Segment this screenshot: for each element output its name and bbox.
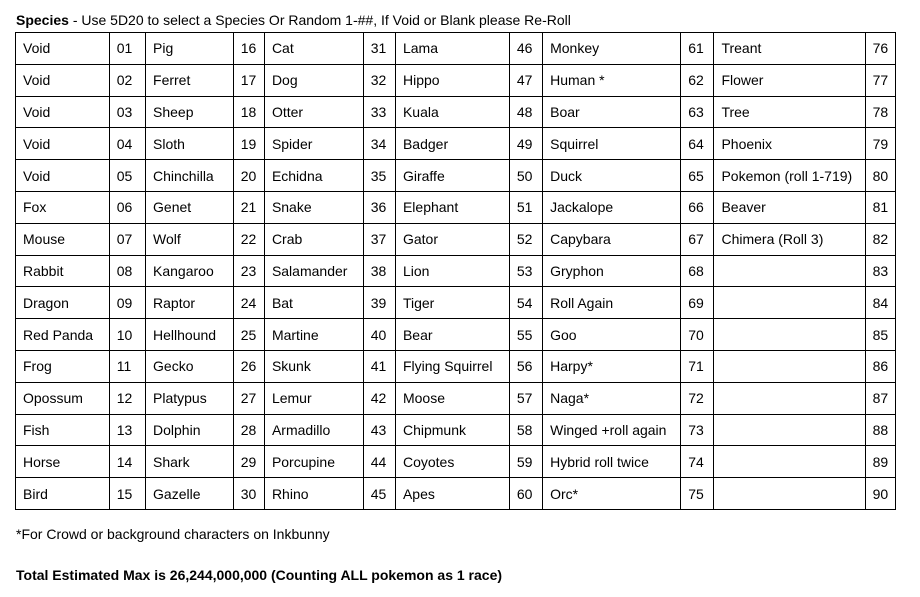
species-name-cell: Goo: [543, 319, 681, 351]
roll-number-cell: 45: [363, 478, 395, 510]
species-name-cell: [714, 319, 865, 351]
species-name-cell: Mouse: [16, 223, 110, 255]
roll-number-cell: 25: [233, 319, 264, 351]
species-name-cell: Frog: [16, 350, 110, 382]
table-row: [16, 64, 896, 96]
roll-number-cell: 12: [109, 382, 145, 414]
roll-number-cell: 81: [865, 191, 895, 223]
roll-number-cell: 49: [509, 128, 542, 160]
species-name-cell: Crab: [264, 223, 363, 255]
roll-number-cell: 69: [681, 287, 714, 319]
species-name-cell: Naga*: [543, 382, 681, 414]
table-row: [16, 350, 896, 382]
species-name-cell: Pig: [146, 33, 234, 65]
roll-number-cell: 40: [363, 319, 395, 351]
species-name-cell: Void: [16, 128, 110, 160]
total-estimate: Total Estimated Max is 26,244,000,000 (Counting ALL pokemon as 1 race): [16, 567, 503, 583]
species-name-cell: Kangaroo: [146, 255, 234, 287]
species-name-cell: Raptor: [146, 287, 234, 319]
species-name-cell: Dolphin: [146, 414, 234, 446]
roll-number-cell: 59: [509, 446, 542, 478]
table-row: [16, 128, 896, 160]
species-table-body: [16, 33, 896, 510]
species-name-cell: Void: [16, 160, 110, 192]
species-name-cell: Hellhound: [146, 319, 234, 351]
species-name-cell: Red Panda: [16, 319, 110, 351]
roll-number-cell: 53: [509, 255, 542, 287]
roll-number-cell: 24: [233, 287, 264, 319]
species-name-cell: Cat: [264, 33, 363, 65]
roll-number-cell: 73: [681, 414, 714, 446]
roll-number-cell: 05: [109, 160, 145, 192]
species-table: [15, 32, 896, 510]
roll-number-cell: 20: [233, 160, 264, 192]
species-name-cell: [714, 255, 865, 287]
roll-number-cell: 09: [109, 287, 145, 319]
species-name-cell: Wolf: [146, 223, 234, 255]
roll-number-cell: 15: [109, 478, 145, 510]
species-name-cell: Tiger: [395, 287, 509, 319]
roll-number-cell: 17: [233, 64, 264, 96]
roll-number-cell: 57: [509, 382, 542, 414]
species-name-cell: Harpy*: [543, 350, 681, 382]
species-name-cell: Gecko: [146, 350, 234, 382]
roll-number-cell: 38: [363, 255, 395, 287]
species-name-cell: Tree: [714, 96, 865, 128]
roll-number-cell: 72: [681, 382, 714, 414]
species-name-cell: Sloth: [146, 128, 234, 160]
roll-number-cell: 22: [233, 223, 264, 255]
species-name-cell: Skunk: [264, 350, 363, 382]
roll-number-cell: 30: [233, 478, 264, 510]
species-name-cell: Chinchilla: [146, 160, 234, 192]
species-name-cell: Rhino: [264, 478, 363, 510]
roll-number-cell: 18: [233, 96, 264, 128]
species-name-cell: Rabbit: [16, 255, 110, 287]
roll-number-cell: 08: [109, 255, 145, 287]
roll-number-cell: 06: [109, 191, 145, 223]
roll-number-cell: 13: [109, 414, 145, 446]
roll-number-cell: 66: [681, 191, 714, 223]
species-name-cell: Armadillo: [264, 414, 363, 446]
roll-number-cell: 63: [681, 96, 714, 128]
roll-number-cell: 41: [363, 350, 395, 382]
roll-number-cell: 82: [865, 223, 895, 255]
species-name-cell: Human *: [543, 64, 681, 96]
roll-number-cell: 85: [865, 319, 895, 351]
species-name-cell: Bat: [264, 287, 363, 319]
roll-number-cell: 37: [363, 223, 395, 255]
species-name-cell: Elephant: [395, 191, 509, 223]
roll-number-cell: 43: [363, 414, 395, 446]
roll-number-cell: 10: [109, 319, 145, 351]
species-name-cell: Orc*: [543, 478, 681, 510]
roll-number-cell: 42: [363, 382, 395, 414]
species-name-cell: Flying Squirrel: [395, 350, 509, 382]
species-name-cell: Genet: [146, 191, 234, 223]
header-label: Species: [16, 12, 69, 28]
table-row: [16, 478, 896, 510]
table-row: [16, 160, 896, 192]
species-name-cell: Bird: [16, 478, 110, 510]
species-name-cell: Martine: [264, 319, 363, 351]
species-name-cell: Treant: [714, 33, 865, 65]
roll-number-cell: 76: [865, 33, 895, 65]
species-name-cell: Fox: [16, 191, 110, 223]
table-row: [16, 414, 896, 446]
species-name-cell: Phoenix: [714, 128, 865, 160]
roll-number-cell: 14: [109, 446, 145, 478]
species-name-cell: [714, 287, 865, 319]
roll-number-cell: 75: [681, 478, 714, 510]
roll-number-cell: 71: [681, 350, 714, 382]
roll-number-cell: 11: [109, 350, 145, 382]
table-row: [16, 287, 896, 319]
species-name-cell: [714, 382, 865, 414]
roll-number-cell: 31: [363, 33, 395, 65]
roll-number-cell: 80: [865, 160, 895, 192]
species-name-cell: Monkey: [543, 33, 681, 65]
roll-number-cell: 67: [681, 223, 714, 255]
species-name-cell: Chipmunk: [395, 414, 509, 446]
roll-number-cell: 56: [509, 350, 542, 382]
table-row: [16, 33, 896, 65]
species-name-cell: Void: [16, 96, 110, 128]
species-name-cell: Coyotes: [395, 446, 509, 478]
species-name-cell: Gryphon: [543, 255, 681, 287]
species-name-cell: Sheep: [146, 96, 234, 128]
species-name-cell: Horse: [16, 446, 110, 478]
header-instructions: - Use 5D20 to select a Species Or Random 1-##, If Void or Blank please Re-Roll: [68, 12, 571, 28]
species-name-cell: [714, 478, 865, 510]
roll-number-cell: 65: [681, 160, 714, 192]
roll-number-cell: 26: [233, 350, 264, 382]
species-name-cell: Moose: [395, 382, 509, 414]
roll-number-cell: 07: [109, 223, 145, 255]
species-name-cell: Winged +roll again: [543, 414, 681, 446]
species-name-cell: Lemur: [264, 382, 363, 414]
roll-number-cell: 55: [509, 319, 542, 351]
roll-number-cell: 62: [681, 64, 714, 96]
roll-number-cell: 35: [363, 160, 395, 192]
roll-number-cell: 36: [363, 191, 395, 223]
roll-number-cell: 29: [233, 446, 264, 478]
species-name-cell: Kuala: [395, 96, 509, 128]
table-row: [16, 319, 896, 351]
table-row: [16, 191, 896, 223]
roll-number-cell: 01: [109, 33, 145, 65]
roll-number-cell: 21: [233, 191, 264, 223]
species-name-cell: Capybara: [543, 223, 681, 255]
species-name-cell: Gazelle: [146, 478, 234, 510]
roll-number-cell: 68: [681, 255, 714, 287]
roll-number-cell: 88: [865, 414, 895, 446]
roll-number-cell: 54: [509, 287, 542, 319]
roll-number-cell: 28: [233, 414, 264, 446]
roll-number-cell: 61: [681, 33, 714, 65]
roll-number-cell: 02: [109, 64, 145, 96]
species-name-cell: Echidna: [264, 160, 363, 192]
species-name-cell: Gator: [395, 223, 509, 255]
roll-number-cell: 19: [233, 128, 264, 160]
species-name-cell: Boar: [543, 96, 681, 128]
roll-number-cell: 33: [363, 96, 395, 128]
species-name-cell: Beaver: [714, 191, 865, 223]
species-name-cell: Chimera (Roll 3): [714, 223, 865, 255]
species-name-cell: Badger: [395, 128, 509, 160]
species-name-cell: Bear: [395, 319, 509, 351]
species-name-cell: [714, 350, 865, 382]
table-row: [16, 446, 896, 478]
roll-number-cell: 78: [865, 96, 895, 128]
roll-number-cell: 39: [363, 287, 395, 319]
table-row: [16, 255, 896, 287]
header-line: [16, 11, 571, 29]
roll-number-cell: 77: [865, 64, 895, 96]
species-name-cell: Snake: [264, 191, 363, 223]
roll-number-cell: 23: [233, 255, 264, 287]
species-name-cell: Opossum: [16, 382, 110, 414]
roll-number-cell: 58: [509, 414, 542, 446]
roll-number-cell: 51: [509, 191, 542, 223]
roll-number-cell: 64: [681, 128, 714, 160]
species-name-cell: Platypus: [146, 382, 234, 414]
species-name-cell: [714, 446, 865, 478]
species-name-cell: Hippo: [395, 64, 509, 96]
species-name-cell: Giraffe: [395, 160, 509, 192]
species-name-cell: Jackalope: [543, 191, 681, 223]
species-name-cell: Ferret: [146, 64, 234, 96]
species-name-cell: Otter: [264, 96, 363, 128]
roll-number-cell: 44: [363, 446, 395, 478]
roll-number-cell: 90: [865, 478, 895, 510]
roll-number-cell: 60: [509, 478, 542, 510]
species-name-cell: Porcupine: [264, 446, 363, 478]
table-row: [16, 382, 896, 414]
species-name-cell: Flower: [714, 64, 865, 96]
roll-number-cell: 04: [109, 128, 145, 160]
roll-number-cell: 79: [865, 128, 895, 160]
roll-number-cell: 27: [233, 382, 264, 414]
roll-number-cell: 50: [509, 160, 542, 192]
species-name-cell: [714, 414, 865, 446]
species-name-cell: Fish: [16, 414, 110, 446]
species-name-cell: Void: [16, 33, 110, 65]
footnote: *For Crowd or background characters on Inkbunny: [16, 526, 330, 542]
species-name-cell: Hybrid roll twice: [543, 446, 681, 478]
roll-number-cell: 83: [865, 255, 895, 287]
roll-number-cell: 48: [509, 96, 542, 128]
species-name-cell: Duck: [543, 160, 681, 192]
species-name-cell: Squirrel: [543, 128, 681, 160]
species-name-cell: Pokemon (roll 1-719): [714, 160, 865, 192]
roll-number-cell: 70: [681, 319, 714, 351]
species-name-cell: Void: [16, 64, 110, 96]
roll-number-cell: 16: [233, 33, 264, 65]
roll-number-cell: 89: [865, 446, 895, 478]
roll-number-cell: 32: [363, 64, 395, 96]
species-name-cell: Salamander: [264, 255, 363, 287]
roll-number-cell: 46: [509, 33, 542, 65]
species-name-cell: Lama: [395, 33, 509, 65]
species-name-cell: Shark: [146, 446, 234, 478]
roll-number-cell: 87: [865, 382, 895, 414]
roll-number-cell: 03: [109, 96, 145, 128]
species-name-cell: Lion: [395, 255, 509, 287]
species-name-cell: Apes: [395, 478, 509, 510]
roll-number-cell: 86: [865, 350, 895, 382]
roll-number-cell: 34: [363, 128, 395, 160]
species-name-cell: Dragon: [16, 287, 110, 319]
roll-number-cell: 84: [865, 287, 895, 319]
roll-number-cell: 47: [509, 64, 542, 96]
roll-number-cell: 52: [509, 223, 542, 255]
species-name-cell: Spider: [264, 128, 363, 160]
species-name-cell: Roll Again: [543, 287, 681, 319]
table-row: [16, 223, 896, 255]
table-row: [16, 96, 896, 128]
species-name-cell: Dog: [264, 64, 363, 96]
roll-number-cell: 74: [681, 446, 714, 478]
